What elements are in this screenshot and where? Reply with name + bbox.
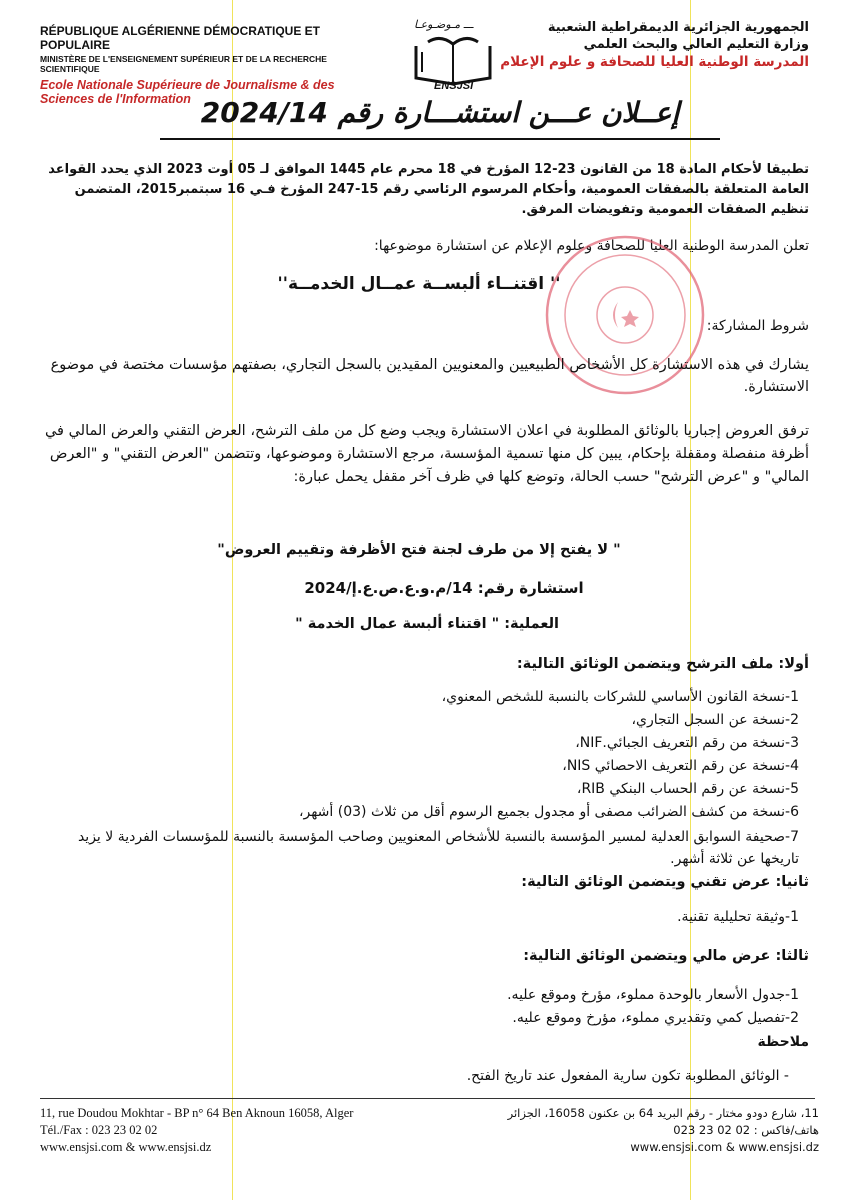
conditions-title: شروط المشاركة:	[706, 318, 809, 334]
list-item: 6-نسخة من كشف الضرائب مصفى أو مجدول بجميع الرسوم أقل من ثلاث (03) أشهر،	[298, 804, 799, 820]
footer-phone: Tél./Fax : 023 23 02 02	[40, 1123, 158, 1137]
header-fr-republic: RÉPUBLIQUE ALGÉRIENNE DÉMOCRATIQUE ET POPULAIRE	[40, 24, 321, 52]
header-fr-ministry: MINISTÈRE DE L'ENSEIGNEMENT SUPÉRIEUR ET DE LA RECHERCHE SCIENTIFIQUE	[40, 54, 327, 74]
offers-text: ترفق العروض إجباريا بالوثائق المطلوبة في اعلان الاستشارة ويجب وضع كل من ملف الترشح، العرض التقني والعرض المالي في أظرفة منفصلة ومقفلة بإحكام، يبين كل منها تسمية المؤسسة، مرجع الاستشارة وموضوعها، وتتضمن "العرض التقني" و "العرض المالي" و "عرض الترشح" حسب الحالة، وتوضع كلها في ظرف آخر مقفل يحمل عبارة:	[44, 423, 809, 485]
footer-arabic	[508, 1105, 819, 1156]
note-title: ملاحظة	[757, 1034, 809, 1050]
list-item: 4-نسخة عن رقم التعريف الاحصائي NIS،	[562, 758, 799, 774]
envelope-phrase: " لا يفتح إلا من طرف لجنة فتح الأظرفة وتقييم العروض"	[217, 542, 621, 558]
list-item: 2-نسخة عن السجل التجاري،	[631, 712, 799, 728]
logo-motto: ـــ مـوضـوعـا	[414, 18, 474, 31]
consultation-reference: استشارة رقم: 14/م.و.ع.ص.ع.إ/2024	[304, 579, 584, 597]
footer-divider	[40, 1098, 815, 1099]
list-item: 1-جدول الأسعار بالوحدة مملوء، مؤرخ وموقع عليه.	[507, 987, 799, 1003]
consultation-subject: '' اقتنــاء ألبســة عمــال الخدمــة''	[277, 274, 561, 294]
note-text: - الوثائق المطلوبة تكون سارية المفعول عند تاريخ الفتح.	[466, 1068, 789, 1084]
section-financial-title: ثالثا: عرض مالي ويتضمن الوثائق التالية:	[523, 948, 809, 964]
list-item: 5-نسخة عن رقم الحساب البنكي RIB،	[576, 781, 799, 797]
title-underline	[160, 138, 720, 140]
section-technical-title: ثانيا: عرض تقني ويتضمن الوثائق التالية:	[521, 874, 809, 890]
list-item: 1-وثيقة تحليلية تقنية.	[677, 909, 799, 925]
footer-phone-ar: هاتف/فاكس : 02 02 23 023	[673, 1123, 819, 1137]
footer-french	[40, 1105, 353, 1156]
header-ar-ministry: وزارة التعليم العالي والبحث العلمي	[583, 37, 809, 52]
list-item: 3-نسخة من رقم التعريف الجبائي.NIF،	[575, 735, 799, 751]
section-candidacy-title: أولا: ملف الترشح ويتضمن الوثائق التالية:	[516, 656, 809, 672]
list-item: 1-نسخة القانون الأساسي للشركات بالنسبة للشخص المعنوي،	[441, 689, 799, 705]
header-french	[40, 24, 380, 106]
footer-address: 11, rue Doudou Mokhtar - BP n° 64 Ben Aknoun 16058, Alger	[40, 1106, 354, 1120]
intro-text: تعلن المدرسة الوطنية العليا للصحافة وعلوم الإعلام عن استشارة موضوعها:	[374, 238, 809, 254]
footer-website: www.ensjsi.com & www.ensjsi.dz	[40, 1140, 212, 1154]
conditions-text: يشارك في هذه الاستشارة كل الأشخاص الطبيعيين والمعنويين المقيدين بالسجل التجاري، بصفتهم مؤسسات مختصة في موضوع الاستشارة.	[50, 357, 809, 395]
header-ar-republic: الجمهورية الجزائرية الديمقراطية الشعبية	[547, 20, 809, 35]
operation-line: العملية: " اقتناء ألبسة عمال الخدمة "	[295, 616, 559, 632]
header-arabic	[489, 20, 809, 70]
preamble: تطبيقا لأحكام المادة 18 من القانون 23-12 المؤرخ في 18 محرم عام 1445 الموافق لـ 05 أوت 2023 الذي يحدد القواعد العامة المتعلقة بالصفقات العمومية، وأحكام المرسوم الرئاسي رقم 15-247 المؤرخ فـي 16 سبتمبر2015، المتضمن تنظيم الصفقات العمومية وتفويضات المرفق.	[48, 162, 809, 217]
header-ar-school: المدرسة الوطنية العليا للصحافة و علوم الإعلام	[500, 54, 809, 70]
list-item: 7-صحيفة السوابق العدلية لمسير المؤسسة بالنسبة للأشخاص المعنويين وصاحب المؤسسة بالنسبة للمؤسسات الفردية لا يزيد تاريخها عن ثلاثة أشهر.	[77, 829, 799, 867]
footer-website-ar: www.ensjsi.com & www.ensjsi.dz	[630, 1140, 819, 1154]
footer-address-ar: 11، شارع دودو مختار - رقم البريد 64 بن عكنون 16058، الجزائر	[507, 1106, 819, 1120]
logo-text: ENSJSI	[434, 80, 474, 92]
list-item: 2-تفصيل كمي وتقديري مملوء، مؤرخ وموقع عليه.	[512, 1010, 799, 1026]
header-fr-school: Ecole Nationale Supérieure de Journalisme & des Sciences de l'Information	[40, 78, 335, 106]
page-title: إعــلان عـــن استشـــارة رقم 2024/14	[200, 96, 680, 129]
